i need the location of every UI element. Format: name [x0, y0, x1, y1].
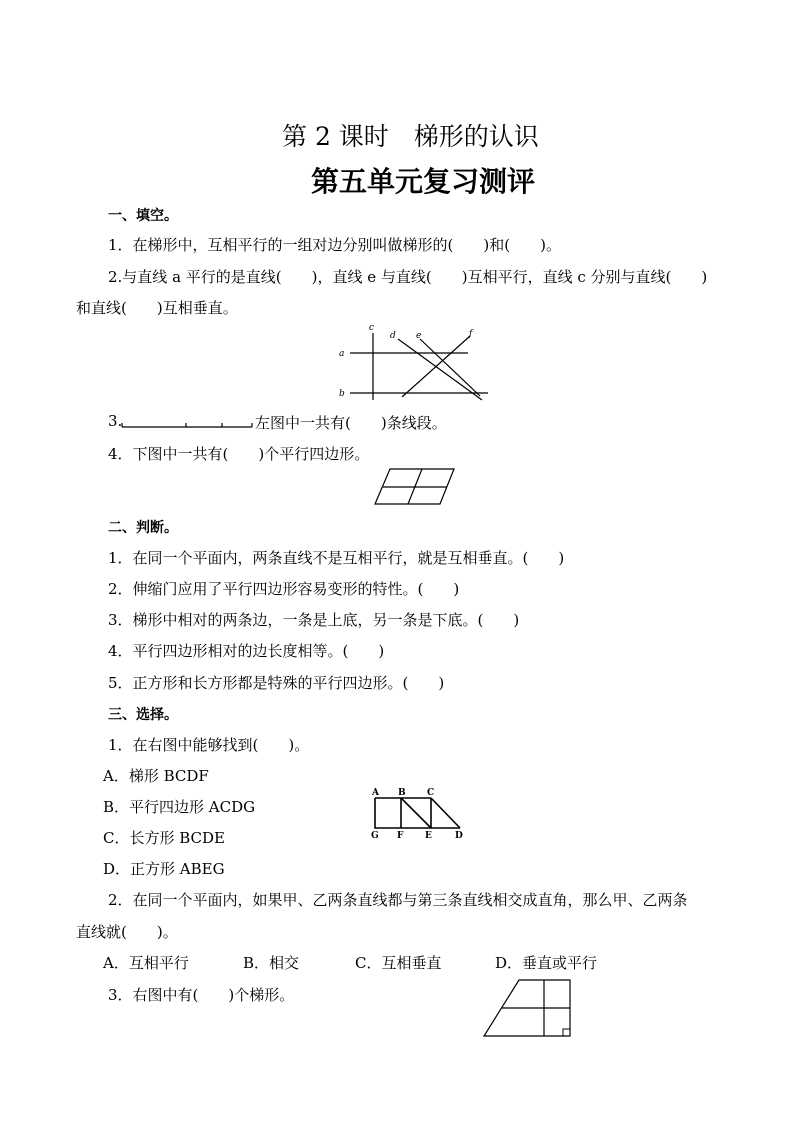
choice-q2-option-b: B．相交 [243, 954, 300, 972]
parallelogram-figure [370, 466, 460, 508]
choice-question-2-line2: 直线就( )。 [76, 923, 178, 941]
segment-figure [120, 414, 255, 430]
choice-q1-option-c: C．长方形 BCDE [103, 829, 225, 847]
label-A: A [372, 788, 379, 798]
trapezoid-figure [480, 978, 575, 1042]
label-f: f [469, 329, 473, 339]
label-E: E [425, 831, 432, 840]
judge-item-3: 3．梯形中相对的两条边，一条是上底，另一条是下底。( ) [108, 611, 520, 629]
choice-q1-option-d: D．正方形 ABEG [103, 860, 225, 878]
judge-item-4: 4．平行四边形相对的边长度相等。( ) [108, 642, 385, 660]
label-b: b [339, 389, 345, 399]
label-c: c [369, 323, 375, 333]
label-B: B [398, 788, 406, 798]
judge-item-2: 2．伸缩门应用了平行四边形容易变形的特性。( ) [108, 580, 460, 598]
choice-q2-option-c: C．互相垂直 [355, 954, 442, 972]
section-judge-heading: 二、判断。 [108, 520, 178, 536]
label-G: G [371, 831, 379, 840]
fill-question-2-line2: 和直线( )互相垂直。 [76, 299, 238, 317]
section-fill-heading: 一、填空。 [108, 208, 178, 224]
choice-question-1: 1．在右图中能够找到( )。 [108, 736, 310, 754]
judge-item-1: 1．在同一个平面内，两条直线不是互相平行，就是互相垂直。( ) [108, 549, 565, 567]
fill-question-2-line1: 2.与直线 a 平行的是直线( )，直线 e 与直线( )互相平行，直线 c 分别与直线( ) [108, 268, 708, 286]
fill-question-4: 4．下图中一共有( )个平行四边形。 [108, 445, 370, 463]
rectangles-figure [365, 785, 470, 840]
fill-question-3-text: 左图中一共有( )条线段。 [255, 414, 447, 432]
fill-question-1: 1．在梯形中，互相平行的一组对边分别叫做梯形的( )和( )。 [108, 236, 561, 254]
line-e [420, 339, 480, 396]
lesson-title: 第 2 课时 梯形的认识 [282, 122, 539, 151]
label-a: a [339, 349, 345, 359]
choice-q1-option-a: A．梯形 BCDF [103, 767, 209, 785]
line-f [402, 336, 470, 397]
label-e: e [416, 331, 422, 341]
choice-q2-option-a: A．互相平行 [103, 954, 189, 972]
label-d: d [390, 331, 396, 341]
fill-question-3-prefix: 3. [108, 412, 123, 430]
choice-question-3: 3．右图中有( )个梯形。 [108, 986, 295, 1004]
choice-q1-option-b: B．平行四边形 ACDG [103, 798, 256, 816]
choice-q2-option-d: D．垂直或平行 [495, 954, 598, 972]
label-D: D [455, 831, 463, 840]
label-F: F [397, 831, 404, 840]
label-C: C [427, 788, 435, 798]
lines-figure [330, 322, 490, 402]
judge-item-5: 5．正方形和长方形都是特殊的平行四边形。( ) [108, 674, 445, 692]
line-d [398, 339, 482, 400]
unit-title: 第五单元复习测评 [311, 165, 536, 198]
section-choice-heading: 三、选择。 [108, 707, 178, 723]
choice-question-2-line1: 2．在同一个平面内，如果甲、乙两条直线都与第三条直线相交成直角，那么甲、乙两条 [108, 891, 688, 909]
